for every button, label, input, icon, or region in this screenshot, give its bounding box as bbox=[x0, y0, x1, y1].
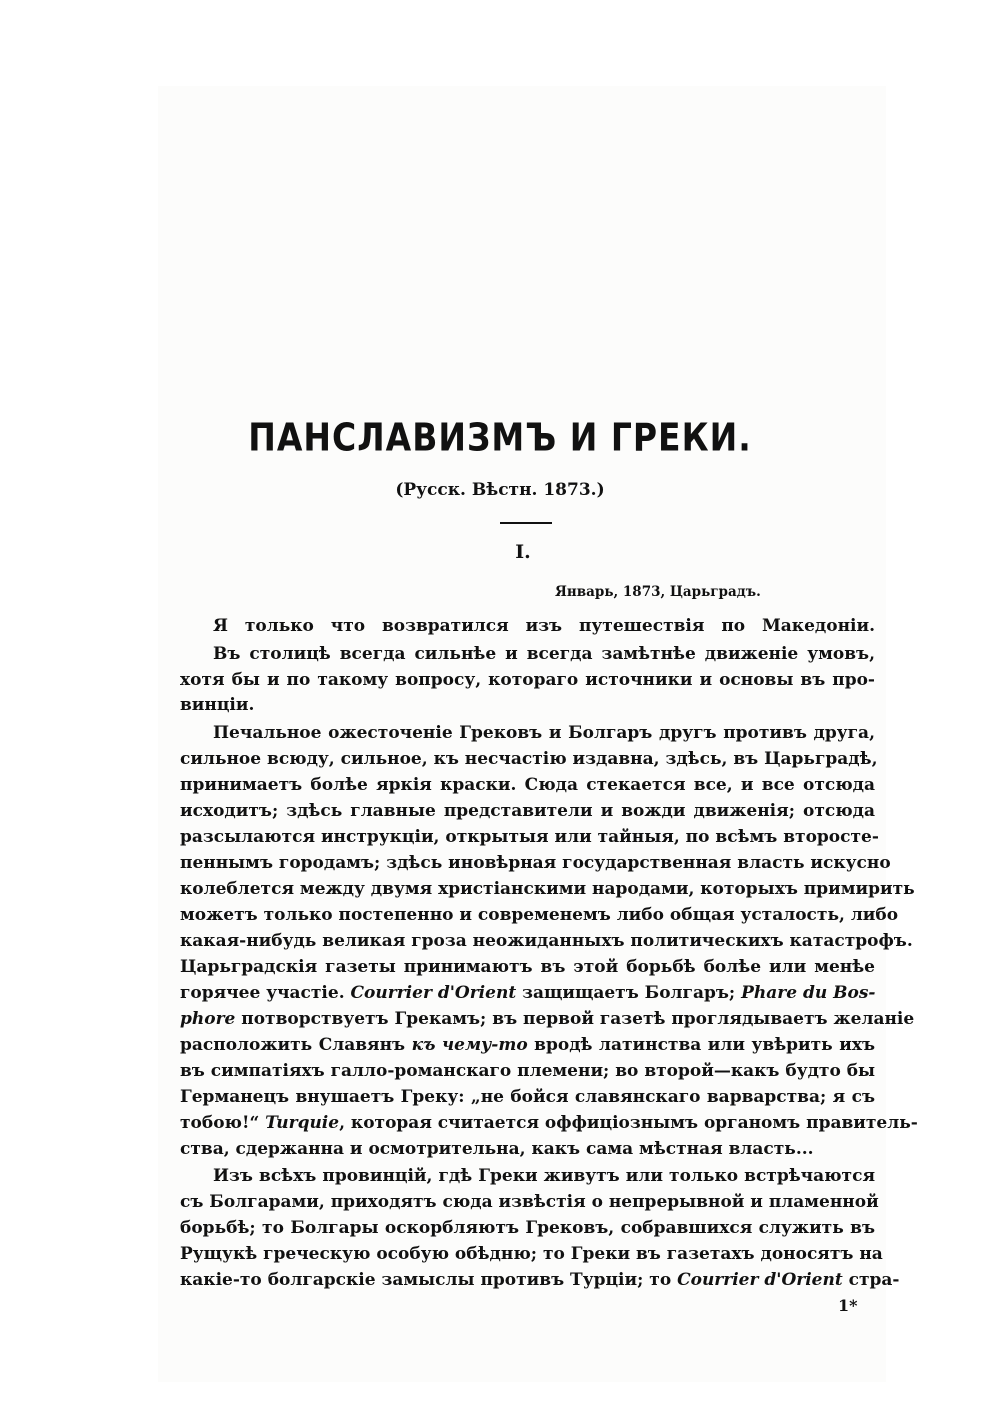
text-line: колеблется между двумя христіанскими народами, которыхъ примирить bbox=[180, 879, 915, 899]
text-line: хотя бы и по такому вопросу, котораго источники и основы въ про- bbox=[180, 670, 875, 690]
dateline: Январь, 1873, Царьградъ. bbox=[555, 584, 761, 600]
source-citation: (Русск. Вѣстн. 1873.) bbox=[395, 480, 605, 500]
text-line: винціи. bbox=[180, 695, 255, 715]
text-line: сильное всюду, сильное, къ несчастію издавна, здѣсь, въ Царьградѣ, bbox=[180, 749, 878, 769]
text-line: Я только что возвратился изъ путешествія по Македоніи. bbox=[213, 616, 875, 636]
text-line: пеннымъ городамъ; здѣсь иновѣрная государственная власть искусно bbox=[180, 853, 891, 873]
page-number: 1* bbox=[838, 1296, 858, 1315]
text-line: phore потворствуетъ Грекамъ; въ первой газетѣ проглядываетъ желаніе bbox=[180, 1009, 915, 1029]
text-line: принимаетъ болѣе яркія краски. Сюда стекается все, и все отсюда bbox=[180, 775, 875, 795]
page-title: ПАНСЛАВИЗМЪ И ГРЕКИ. bbox=[248, 415, 752, 460]
text-line: можетъ только постепенно и современемъ либо общая усталость, либо bbox=[180, 905, 899, 925]
text-line: въ симпатіяхъ галло-романскаго племени; во второй—какъ будто бы bbox=[180, 1061, 876, 1081]
text-line: исходитъ; здѣсь главные представители и вожди движенія; отсюда bbox=[180, 801, 875, 821]
title-divider bbox=[500, 522, 552, 524]
text-line: съ Болгарами, приходятъ сюда извѣстія о непрерывной и пламенной bbox=[180, 1192, 879, 1212]
text-line: Царьградскія газеты принимаютъ въ этой борьбѣ болѣе или менѣе bbox=[180, 957, 875, 977]
text-line: ства, сдержанна и осмотрительна, какъ сама мѣстная власть... bbox=[180, 1139, 814, 1159]
text-line: расположить Славянъ къ чему-то вродѣ латинства или увѣрить ихъ bbox=[180, 1035, 876, 1055]
text-line: Германецъ внушаетъ Греку: „не бойся славянскаго варварства; я съ bbox=[180, 1087, 875, 1107]
section-number: I. bbox=[515, 541, 531, 563]
text-line: Изъ всѣхъ провинцій, гдѣ Греки живутъ или только встрѣчаются bbox=[213, 1166, 875, 1186]
text-line: какіе-то болгарскіе замыслы противъ Турціи; то Courrier d'Orient стра- bbox=[180, 1270, 900, 1290]
text-line: горячее участіе. Courrier d'Orient защищаетъ Болгаръ; Phare du Bos- bbox=[180, 983, 876, 1003]
text-line: Въ столицѣ всегда сильнѣе и всегда замѣтнѣе движеніе умовъ, bbox=[213, 644, 875, 664]
text-line: какая-нибудь великая гроза неожиданныхъ политическихъ катастрофъ. bbox=[180, 931, 913, 951]
text-line: разсылаются инструкціи, открытыя или тайныя, по всѣмъ второсте- bbox=[180, 827, 879, 847]
text-line: тобою!“ Turquie, которая считается оффиціознымъ органомъ правитель- bbox=[180, 1113, 918, 1133]
text-line: Печальное ожесточеніе Грековъ и Болгаръ другъ противъ друга, bbox=[213, 723, 875, 743]
text-line: Рущукѣ греческую особую обѣдню; то Греки въ газетахъ доносятъ на bbox=[180, 1244, 883, 1264]
text-line: борьбѣ; то Болгары оскорбляютъ Грековъ, собравшихся служить въ bbox=[180, 1218, 875, 1238]
